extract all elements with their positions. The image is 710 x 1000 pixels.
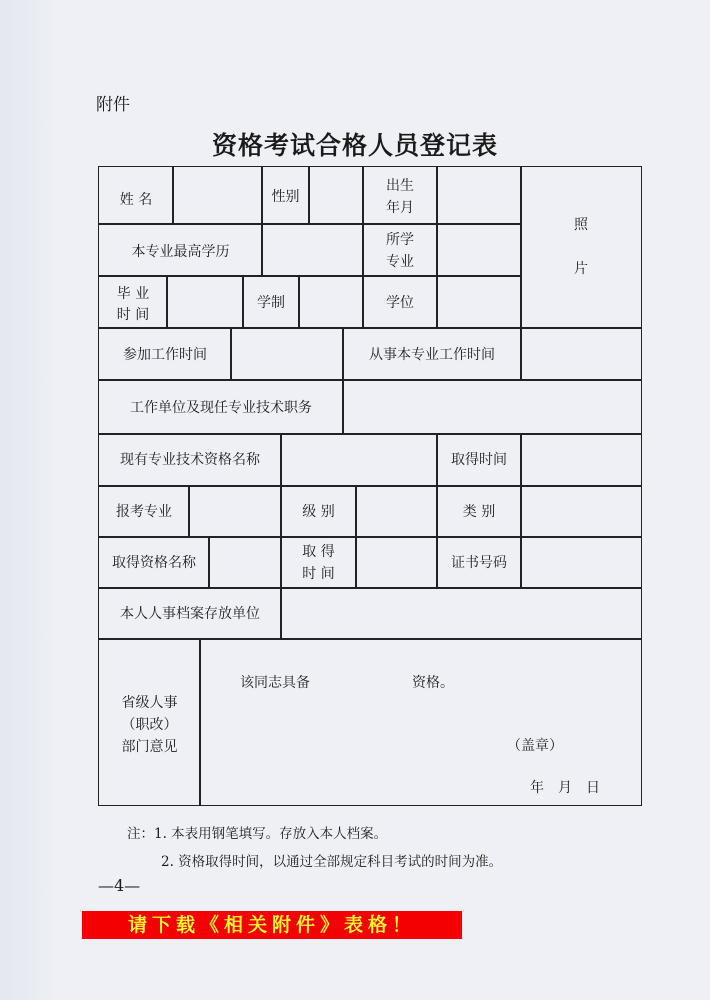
- opinion-text-b: 资格。: [412, 675, 454, 691]
- cell-name-value: [172, 166, 263, 225]
- label-professional-work-time: 从事本专业工作时间: [369, 347, 495, 363]
- label-certificate-number: 证书号码: [451, 555, 507, 571]
- cell-category-value: [520, 485, 642, 538]
- cell-obtain-time-value: [355, 536, 438, 589]
- page-number: —4—: [98, 876, 141, 895]
- label-work-start-time: 参加工作时间: [123, 347, 207, 363]
- label-obtained-qualification: 取得资格名称: [112, 555, 196, 571]
- label-birth-line1: 出生: [386, 178, 414, 194]
- label-current-qualification: 现有专业技术资格名称: [120, 452, 260, 468]
- label-obtain-time-line2: 时 间: [302, 566, 335, 582]
- photo-box: [520, 166, 642, 329]
- cell-major-value: [436, 223, 522, 277]
- label-category: 类 别: [462, 504, 496, 520]
- seal-label: （盖章）: [507, 738, 563, 754]
- cell-current-qual-value: [280, 433, 438, 487]
- cell-certificate-value: [520, 536, 642, 589]
- date-year: 年: [530, 780, 544, 796]
- attachment-label: 附件: [96, 95, 130, 115]
- cell-education-value: [261, 223, 364, 277]
- date-day: 日: [586, 780, 600, 796]
- form-title: 资格考试合格人员登记表: [211, 131, 498, 160]
- cell-level-value: [355, 485, 438, 538]
- opinion-text-a: 该同志具备: [240, 675, 310, 691]
- label-grad-time-line2: 时 间: [116, 307, 150, 323]
- label-level: 级 别: [302, 504, 335, 520]
- date-month: 月: [558, 780, 572, 796]
- download-banner-link[interactable]: 请下载《相关附件》表格！: [82, 911, 462, 939]
- label-major-line2: 专业: [386, 254, 414, 270]
- label-exam-major: 报考专业: [116, 504, 172, 520]
- cell-obtained-qual-value: [208, 536, 282, 589]
- note-2: 2. 资格取得时间，以通过全部规定科目考试的时间为准。: [161, 854, 503, 870]
- cell-employer-value: [342, 379, 642, 435]
- cell-birth-value: [436, 166, 522, 225]
- label-grad-time-line1: 毕 业: [116, 286, 150, 302]
- label-major-line1: 所学: [386, 232, 414, 248]
- label-opinion-line3: 部门意见: [121, 739, 178, 755]
- label-name: 姓 名: [119, 192, 153, 208]
- cell-grad-time-value: [166, 275, 244, 329]
- label-gender: 性别: [271, 189, 300, 205]
- label-degree: 学位: [386, 295, 414, 311]
- label-employer-and-title: 工作单位及现任专业技术职务: [130, 400, 312, 416]
- cell-obtained-time-value: [520, 433, 642, 487]
- cell-gender-value: [308, 166, 364, 225]
- label-school-system: 学制: [257, 295, 285, 311]
- cell-work-start-value: [230, 327, 344, 381]
- label-photo-line1: 照: [574, 217, 588, 233]
- label-obtain-time-line1: 取 得: [302, 544, 335, 560]
- label-photo-line2: 片: [574, 261, 588, 277]
- label-birth-line2: 年月: [386, 200, 414, 216]
- label-opinion-line2: （职改）: [121, 717, 178, 733]
- cell-school-system-value: [298, 275, 364, 329]
- cell-exam-major-value: [188, 485, 282, 538]
- cell-degree-value: [436, 275, 522, 329]
- note-1: 注：1. 本表用钢笔填写。存放入本人档案。: [127, 826, 388, 842]
- cell-pro-work-value: [520, 327, 642, 381]
- label-archive-unit: 本人人事档案存放单位: [120, 606, 260, 622]
- label-highest-education: 本专业最高学历: [131, 244, 230, 260]
- cell-archive-value: [280, 587, 642, 640]
- cell-opinion-value: [199, 638, 642, 806]
- label-obtained-time: 取得时间: [451, 452, 507, 468]
- label-opinion-line1: 省级人事: [121, 695, 178, 711]
